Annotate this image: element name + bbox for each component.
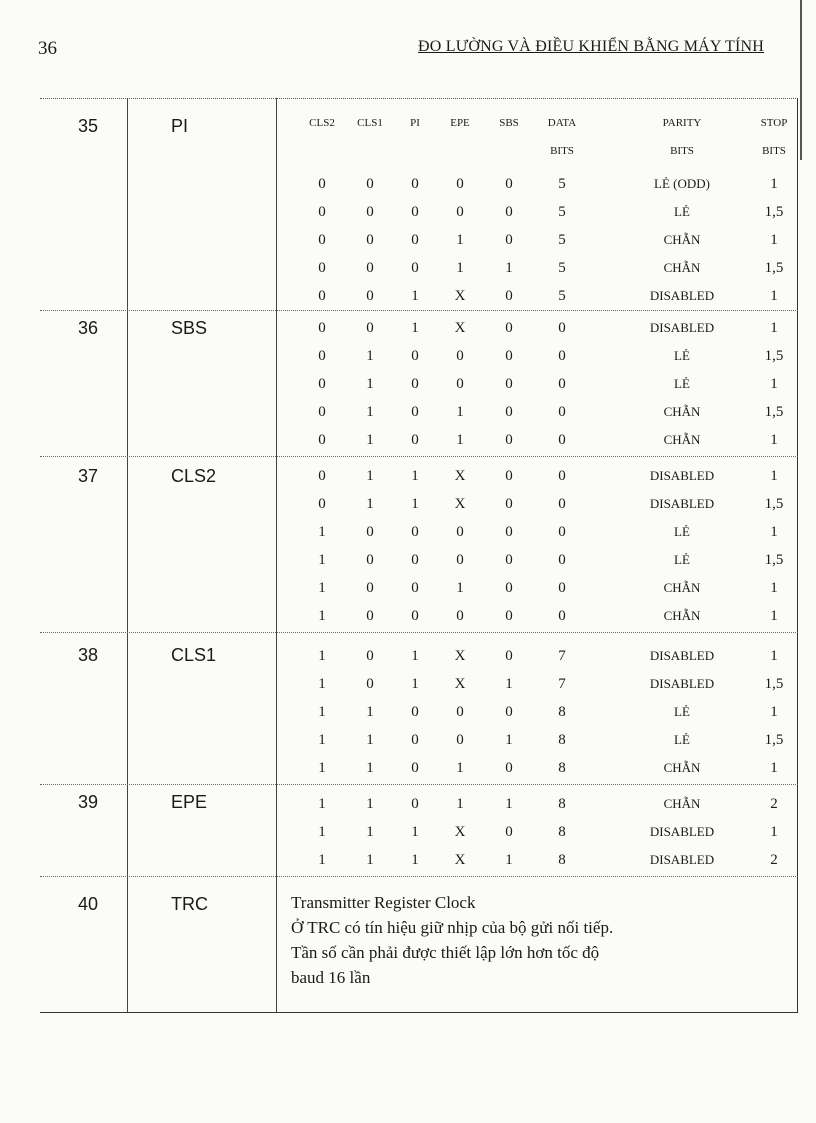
table-cell: 1: [770, 524, 778, 540]
trc-line: Transmitter Register Clock: [291, 893, 476, 912]
table-cell: 1: [456, 432, 464, 448]
table-cell: 8: [558, 796, 566, 812]
table-cell: 8: [558, 704, 566, 720]
table-cell: LẺ: [674, 732, 690, 747]
table-cell: CHẴN: [663, 796, 701, 811]
section-separator: [40, 456, 798, 457]
table-cell: 8: [558, 760, 566, 776]
column-header: CLS2: [309, 117, 335, 129]
section-name: CLS1: [171, 645, 217, 665]
table-cell: 0: [318, 288, 326, 304]
table-cell: 7: [558, 648, 566, 664]
table-cell: 0: [558, 552, 566, 568]
table-cell: LẺ: [674, 704, 690, 719]
table-cell: 1: [411, 852, 419, 868]
table-cell: 0: [411, 404, 419, 420]
table-cell: LẺ: [674, 524, 690, 539]
table-cell: 0: [411, 552, 419, 568]
table-cell: 0: [505, 288, 513, 304]
trc-line: Tần số cần phải được thiết lập lớn hơn tốc độ: [291, 943, 600, 962]
table-cell: 1: [411, 468, 419, 484]
table-cell: 5: [558, 232, 566, 248]
column-header: EPE: [450, 117, 470, 129]
table-cell: 0: [318, 348, 326, 364]
table-cell: 8: [558, 732, 566, 748]
table-cell: 0: [456, 524, 464, 540]
table-cell: 1: [456, 580, 464, 596]
table-cell: 0: [505, 404, 513, 420]
table-cell: 1: [770, 824, 778, 840]
table-cell: 0: [411, 376, 419, 392]
table-cell: 1: [366, 760, 374, 776]
trc-description: [291, 890, 799, 990]
table-cell: CHẴN: [663, 232, 701, 247]
table-cell: 1: [770, 376, 778, 392]
section-separator: [40, 310, 798, 311]
table-cell: 1: [770, 608, 778, 624]
table-cell: 1: [456, 760, 464, 776]
table-cell: 1,5: [764, 260, 784, 276]
table-cell: DISABLED: [649, 288, 715, 303]
table-cell: 0: [366, 232, 374, 248]
table-cell: 1: [505, 676, 513, 692]
table-cell: 0: [411, 432, 419, 448]
table-cell: 1: [366, 376, 374, 392]
table-cell: 0: [505, 320, 513, 336]
table-cell: 0: [505, 204, 513, 220]
table-cell: 1: [770, 288, 778, 304]
table-cell: 1,5: [764, 552, 784, 568]
table-cell: CHẴN: [663, 580, 701, 595]
trc-line: Ở TRC có tín hiệu giữ nhịp của bộ gửi nối tiếp.: [291, 918, 614, 937]
table-cell: 1: [770, 320, 778, 336]
table-cell: 1: [505, 852, 513, 868]
table-cell: 1: [505, 796, 513, 812]
table-cell: 1,5: [764, 496, 784, 512]
section-name: PI: [171, 116, 189, 136]
table-cell: 0: [318, 404, 326, 420]
table-cell: 0: [456, 608, 464, 624]
table-cell: CHẴN: [663, 432, 701, 447]
table-cell: X: [454, 852, 466, 868]
column-header: PARITY: [662, 117, 702, 129]
table-cell: 1: [411, 676, 419, 692]
table-cell: 1: [505, 732, 513, 748]
table-cell: 0: [318, 260, 326, 276]
table-cell: 0: [505, 432, 513, 448]
table-cell: 0: [318, 468, 326, 484]
table-cell: 0: [456, 376, 464, 392]
column-header: STOP: [760, 117, 788, 129]
table-cell: 1: [318, 732, 326, 748]
table-cell: 0: [366, 552, 374, 568]
table-cell: 7: [558, 676, 566, 692]
table-cell: X: [454, 648, 466, 664]
table-cell: 1: [456, 796, 464, 812]
section-number: 36: [78, 318, 99, 338]
table-cell: 1: [770, 176, 778, 192]
column-header-line2: BITS: [670, 145, 694, 157]
table-cell: 1: [366, 824, 374, 840]
table-cell: LẺ: [674, 348, 690, 363]
table-cell: LẺ: [674, 204, 690, 219]
table-cell: 1: [770, 468, 778, 484]
table-cell: X: [454, 824, 466, 840]
table-cell: 1: [366, 496, 374, 512]
table-cell: CHẴN: [663, 608, 701, 623]
table-cell: 1: [770, 432, 778, 448]
table-cell: 1: [456, 404, 464, 420]
table-cell: 0: [411, 176, 419, 192]
table-cell: 0: [411, 796, 419, 812]
table-cell: 1,5: [764, 204, 784, 220]
table-cell: 0: [318, 204, 326, 220]
table-cell: 0: [505, 376, 513, 392]
table-cell: 1: [318, 648, 326, 664]
table-cell: 0: [366, 648, 374, 664]
table-cell: 1: [411, 288, 419, 304]
section-separator: [40, 784, 798, 785]
table-cell: 5: [558, 204, 566, 220]
trc-line: baud 16 lần: [291, 968, 371, 987]
table-cell: X: [454, 288, 466, 304]
table-cell: 1: [366, 468, 374, 484]
table-cell: LẺ: [674, 376, 690, 391]
table-cell: 0: [505, 704, 513, 720]
table-cell: 0: [318, 232, 326, 248]
section-name: TRC: [171, 894, 208, 914]
table-cell: 0: [558, 608, 566, 624]
table-cell: 0: [456, 704, 464, 720]
table-cell: 0: [505, 552, 513, 568]
table-cell: 0: [456, 552, 464, 568]
table-cell: 0: [411, 580, 419, 596]
table-cell: DISABLED: [649, 824, 715, 839]
table-cell: DISABLED: [649, 496, 715, 511]
section-separator: [40, 876, 798, 877]
table-cell: LẺ (ODD): [654, 176, 710, 191]
table-cell: 0: [558, 468, 566, 484]
table-cell: 0: [366, 260, 374, 276]
table-cell: DISABLED: [649, 852, 715, 867]
table-cell: 0: [558, 348, 566, 364]
table-cell: 1: [411, 320, 419, 336]
table-cell: 0: [456, 204, 464, 220]
table-cell: X: [454, 468, 466, 484]
table-cell: 0: [366, 524, 374, 540]
table-cell: 0: [366, 608, 374, 624]
table-cell: 0: [505, 524, 513, 540]
table-cell: 1: [318, 580, 326, 596]
section-number: 38: [78, 645, 99, 665]
table-cell: 1: [456, 260, 464, 276]
table-cell: 0: [505, 824, 513, 840]
table-cell: 0: [558, 580, 566, 596]
table-cell: 0: [411, 732, 419, 748]
table-cell: 1,5: [764, 676, 784, 692]
table-cell: 1: [366, 852, 374, 868]
table-cell: 1: [366, 704, 374, 720]
table-cell: 0: [456, 348, 464, 364]
table-cell: 1: [318, 608, 326, 624]
table-cell: 0: [411, 348, 419, 364]
column-header-line2: BITS: [550, 145, 574, 157]
table-cell: X: [454, 320, 466, 336]
table-cell: 0: [366, 176, 374, 192]
table-cell: 1: [366, 796, 374, 812]
section-name: CLS2: [171, 466, 217, 486]
table-cell: 0: [318, 376, 326, 392]
table-cell: 1: [366, 732, 374, 748]
table-cell: 0: [318, 176, 326, 192]
table-cell: 1: [318, 676, 326, 692]
table-cell: 5: [558, 288, 566, 304]
table-cell: 0: [505, 580, 513, 596]
table-cell: 0: [411, 760, 419, 776]
table-cell: 0: [558, 432, 566, 448]
table-cell: 0: [411, 232, 419, 248]
table-cell: 2: [770, 796, 778, 812]
table-cell: 0: [411, 524, 419, 540]
table-cell: 1: [411, 648, 419, 664]
running-head: ĐO LƯỜNG VÀ ĐIỀU KHIỂN BẰNG MÁY TÍNH: [418, 38, 764, 55]
table-cell: 0: [505, 496, 513, 512]
section-name: EPE: [171, 792, 208, 812]
table-cell: CHẴN: [663, 760, 701, 775]
table-cell: 0: [318, 432, 326, 448]
table-cell: 8: [558, 852, 566, 868]
table-cell: LẺ: [674, 552, 690, 567]
table-cell: 5: [558, 176, 566, 192]
table-cell: X: [454, 676, 466, 692]
column-header: CLS1: [357, 117, 383, 129]
table-cell: 1,5: [764, 348, 784, 364]
table-cell: 1: [318, 760, 326, 776]
table-cell: 1: [318, 824, 326, 840]
table-cell: 0: [318, 320, 326, 336]
table-cell: 0: [318, 496, 326, 512]
table-cell: 1: [366, 432, 374, 448]
table-cell: 0: [366, 580, 374, 596]
column-header: DATA: [547, 117, 577, 129]
table-cell: 0: [505, 348, 513, 364]
page-number: 36: [38, 38, 57, 59]
table-cell: 0: [366, 204, 374, 220]
table-cell: 0: [366, 676, 374, 692]
table-cell: 5: [558, 260, 566, 276]
section-separator: [40, 632, 798, 633]
table-cell: 1: [366, 348, 374, 364]
table-cell: 1: [505, 260, 513, 276]
table-cell: 0: [558, 404, 566, 420]
table-cell: 0: [411, 704, 419, 720]
table-cell: 0: [456, 732, 464, 748]
table-cell: 1: [456, 232, 464, 248]
table-cell: 1: [318, 552, 326, 568]
table-cell: 1: [770, 760, 778, 776]
table-cell: 8: [558, 824, 566, 840]
section-number: 40: [78, 894, 99, 914]
table-cell: 0: [505, 232, 513, 248]
table-cell: 0: [505, 608, 513, 624]
table-cell: 0: [411, 204, 419, 220]
table-cell: 1: [770, 232, 778, 248]
section-name: SBS: [171, 318, 208, 338]
table-cell: 0: [411, 260, 419, 276]
table-cell: 2: [770, 852, 778, 868]
table-cell: 0: [558, 376, 566, 392]
table-cell: 1: [318, 796, 326, 812]
table-cell: 1: [770, 580, 778, 596]
table-cell: CHẴN: [663, 260, 701, 275]
table-cell: DISABLED: [649, 320, 715, 335]
table-cell: 1: [411, 496, 419, 512]
section-number: 35: [78, 116, 99, 136]
table-cell: 0: [456, 176, 464, 192]
table-cell: 0: [366, 288, 374, 304]
table-cell: 0: [411, 608, 419, 624]
table-cell: X: [454, 496, 466, 512]
table-cell: 1: [366, 404, 374, 420]
column-header-line2: BITS: [762, 145, 786, 157]
table-cell: DISABLED: [649, 676, 715, 691]
table-cell: 0: [505, 176, 513, 192]
table-cell: DISABLED: [649, 468, 715, 483]
table-cell: DISABLED: [649, 648, 715, 663]
table-cell: 0: [366, 320, 374, 336]
column-header: PI: [410, 117, 420, 129]
table-cell: 1: [318, 524, 326, 540]
section-number: 39: [78, 792, 99, 812]
table-cell: 0: [505, 648, 513, 664]
table-cell: 1,5: [764, 404, 784, 420]
table-cell: 1: [770, 704, 778, 720]
page-edge-line: [800, 0, 802, 160]
table-cell: 1: [318, 852, 326, 868]
table-cell: 1: [411, 824, 419, 840]
table-cell: 0: [558, 524, 566, 540]
section-number: 37: [78, 466, 99, 486]
column-header: SBS: [499, 117, 519, 129]
table-cell: 0: [558, 496, 566, 512]
table-cell: 0: [558, 320, 566, 336]
table-cell: 1: [770, 648, 778, 664]
table-cell: 1,5: [764, 732, 784, 748]
table-cell: 0: [505, 760, 513, 776]
table-cell: 0: [505, 468, 513, 484]
table-cell: CHẴN: [663, 404, 701, 419]
table-cell: 1: [318, 704, 326, 720]
